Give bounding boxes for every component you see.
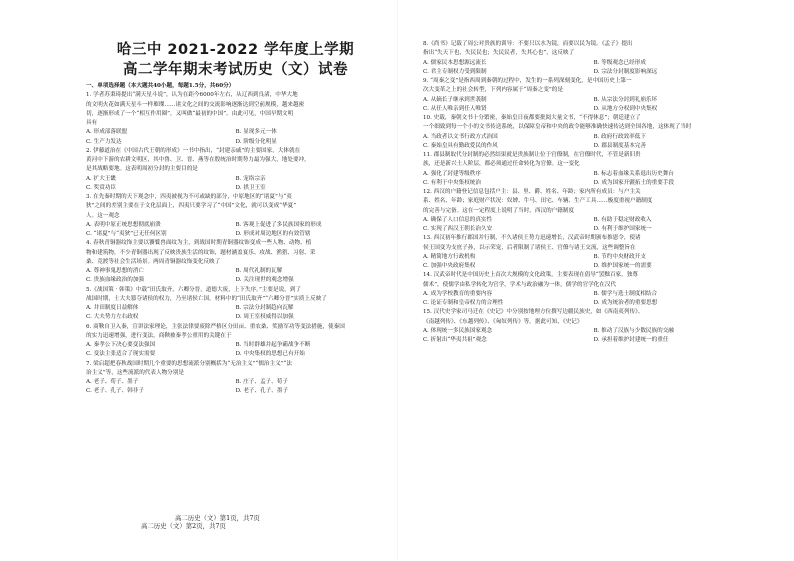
option: D. 从地方分权到中央集权 xyxy=(593,105,658,112)
options-row xyxy=(86,221,385,240)
question-text: 11. 郡县制取代分封制的必然结果就是贵族制让位于官僚制，在官僚时代，不管是新旧贵 xyxy=(423,152,641,158)
question-text: 系、姓名、年龄；家庭财产状况：奴婢、牛马、田宅、车辆、生产工具……极度重视户籍制度 xyxy=(423,198,653,205)
option: A. 形成部落联盟 xyxy=(86,129,128,136)
option: A. 成为学校教育的重要内容 xyxy=(423,290,493,297)
option: B. 宗法分封制趋向瓦解 xyxy=(235,305,294,311)
option: D. 有利于维护国家统一 xyxy=(593,226,652,232)
question-text: 狄”之间的差别主要在于文化层面上，四夷只要学习了“中国”文化，就可以变成“华夏” xyxy=(86,203,297,210)
question-text: 10. 史载，秦朝文书十分繁密，秦始皇日夜都要批阅大量文书，“不得休息”；朝廷建立了 xyxy=(423,115,641,121)
option: B. 等级观念已经形成 xyxy=(593,59,646,66)
question-text: 儒术”，使儒学由私学转化为官学，学术与政治融为一体，儒学的官学化在汉代 xyxy=(423,281,617,288)
option: C. 有利于中央集权统治 xyxy=(423,179,481,186)
option: D. 郡县制度基本完善 xyxy=(593,142,647,149)
options-row xyxy=(86,267,385,286)
options-row xyxy=(423,133,764,152)
exam-page-2 xyxy=(397,0,794,561)
question-text: 治主义”等，这些流派的代表人物分别是 xyxy=(86,369,184,376)
question-text: 13. 西汉初年推行郡国并行制，不久诸侯王势力迅速增长，汉武帝时期颁布推恩令，使诸 xyxy=(423,235,641,242)
options-row xyxy=(86,378,385,397)
option: C. 生产力发达 xyxy=(86,138,122,145)
options-row xyxy=(423,170,764,189)
option: C. “诸夏”与“夷狄”已无任何区别 xyxy=(86,231,167,237)
option: D. 成为国家开疆拓土的重要手段 xyxy=(593,179,675,186)
exam-title: 哈三中 2021-2022 学年度上学期 xyxy=(116,42,355,58)
options-row xyxy=(423,327,764,346)
option: D. 关注现世的观念增强 xyxy=(235,277,294,284)
option: C. 论证专制和皇帝权力的合理性 xyxy=(423,300,504,306)
exam-subtitle: 高二学年期末考试历史（文）试卷 xyxy=(123,62,348,78)
option: B. 从宗法分封到礼崩乐坏 xyxy=(593,96,658,103)
question-text: 的实力迅速增强，进行变法，商鞅被秦孝公重用的关键在于 xyxy=(86,332,232,339)
option: A. 精简地方行政机构 xyxy=(423,253,476,260)
question-text: 黄河中下游的农耕文明区，其中鲁、卫、晋、燕等在殷统治时期势力最为强大，地处要冲， xyxy=(86,157,310,163)
option: B. 当时群雄并起争霸战争不断 xyxy=(235,342,311,348)
question-text: 指出“失天下也，失民民也；失民民者，失其心也”，这反映了 xyxy=(423,50,575,57)
option: C. 秦始皇具有勤政爱民的作风 xyxy=(423,142,498,149)
option: D. 成为统治者的重要思想 xyxy=(593,300,658,306)
question-text: 6. 商鞅自卫入秦，宣讲法家理论，主张法律要废除严格区分田亩、重农桑、奖励军功等变法措施，使秦国 xyxy=(86,323,345,330)
options-row xyxy=(86,128,385,147)
option: C. 折射出“华夷共祖”观念 xyxy=(423,337,487,343)
option: A. 扩大王畿 xyxy=(86,175,116,182)
option: D. 阶级分化明显 xyxy=(235,138,277,145)
question-text: 物和建筑物，不少青铜器出现了反映贵族生活的纹饰，题材涵盖宴乐、攻战、渔猎、习射、采 xyxy=(86,249,316,256)
question-text: 4. 春秋青铜器纹饰主要以饕餮兽面纹为主，到战国时期青铜器纹饰变成一些人物、动物、植 xyxy=(86,240,312,247)
question-text: 14. 汉武帝时代是中国历史上首次大规模的文化政策，主要表现在倡导“罢黜百家，独尊 xyxy=(423,272,638,279)
option: A. 尊神事鬼思想的消亡 xyxy=(86,268,144,274)
option: A. 从嫡长子继承到世袭制 xyxy=(423,96,487,103)
option: C. 奖赏功臣 xyxy=(86,184,117,191)
question-text: 一个细致到每一个小的文书传送系统，以保障皇帝和中央的政令能够准确快速传达到全国各地，这体现了当时 xyxy=(423,124,692,131)
option: D. 宗法分封制度影响深远 xyxy=(593,68,658,75)
option: B. 显现多元一体 xyxy=(235,129,277,136)
question-text: 15. 汉代史学家司马迁在《史记》中分别按地理方位撰写边疆民族史，如《西南夷列传》、 xyxy=(423,309,644,316)
question-text: 12. 西汉的户籍登记信息包括户主：县、里、爵、姓名、年龄；家内所有成员：与户主关 xyxy=(423,189,641,195)
question-text: 《南越列传》、《东越列传》、《匈奴列传》等。据此可知，《史记》 xyxy=(423,318,583,325)
option: C. 从任人唯亲到任人唯贤 xyxy=(423,105,487,112)
option: B. 宠络宗亲 xyxy=(235,175,266,182)
option: C. 贵族血缘政治的加强 xyxy=(86,277,144,284)
option: B. 有助于稳定财政收入 xyxy=(593,216,652,223)
options-row xyxy=(423,253,764,272)
options-row xyxy=(423,59,764,78)
option: A. 体现统一多民族国家观念 xyxy=(423,327,493,334)
option: C. 实现了西汉王朝长治久安 xyxy=(423,226,493,232)
page-footer: 高二历史（文）第1页，共7页 xyxy=(175,514,260,522)
option: B. 推动了汉族与少数民族的交融 xyxy=(593,327,674,334)
option: A. 老子、荀子、墨子 xyxy=(86,379,139,385)
options-row xyxy=(423,216,764,235)
option: C. 老子、孔子、韩非子 xyxy=(86,388,144,395)
question-text: 的文明火花如满天星斗一样璀璨……诸文化之间的交流影响逐渐达到空前规模，越来越密 xyxy=(86,101,305,108)
question-text: 2. 伊藤道治在《中国古代王朝的形成》一书中指出，“封建亲戚”的主要国家，大体就在 xyxy=(86,147,301,154)
question-text: 是其战略要地。这表明周初分封的主要目的是 xyxy=(86,166,198,173)
option: A. 井田制度日益解体 xyxy=(86,305,139,311)
page-footer: 高二历史（文）第2页，共7页 xyxy=(141,522,226,530)
question-text: 5.《战国策 · 韩策》中载“田氏取齐，六卿分晋，道德大废，上下失序。”主要是说，到了 xyxy=(86,286,301,293)
question-text: 战国时期，士大夫篡夺诸侯的权力，乃至诸侯亡国。材料中的“田氏取齐”“六卿分晋”实质上反映了 xyxy=(86,295,327,302)
option: B. 标志着血缘关系退出历史舞台 xyxy=(593,170,674,177)
question-text: 族，还是新兴士人阶层，都必须通过任命转化为官僚。这一变化 xyxy=(423,161,580,168)
option: D. 形成对周边地区的有效管辖 xyxy=(235,231,311,237)
section-heading: 一、单项选择题（本大题共40小题，每题1.5分，共60分） xyxy=(86,83,235,89)
option: B. 节约中央财政开支 xyxy=(593,253,646,260)
option: B. 庄子、孟子、荀子 xyxy=(235,379,288,385)
option: C. 大夫势力左右政权 xyxy=(86,314,139,321)
question-text: 1. 学者苏秉琦提出“满天星斗说”，认为在距今6000年左右，从辽西到良渚，中华大地 xyxy=(86,92,298,99)
option: A. 表明中原正统思想彻底崩溃 xyxy=(86,221,161,228)
option: D. 拱卫王室 xyxy=(235,184,266,191)
options-row xyxy=(86,304,385,323)
question-text: 7. 梁启超把春秋战国时期几个重要的思想流派分别概括为“无治主义”“儒治主义”“法 xyxy=(86,360,293,367)
question-text: 9. “周秦之变”是指西周到秦朝的过程中，发生的一系列深刻变化，是中国历史上第一 xyxy=(423,78,632,84)
options-row xyxy=(86,341,385,360)
question-text: 具有 xyxy=(86,120,98,126)
options-row xyxy=(86,175,385,194)
option: C. 君主专制权力受到限制 xyxy=(423,68,487,75)
option: B. 政府行政效率低下 xyxy=(593,133,646,140)
question-text: 次大变革之上的社会转型，下列内容属于“周秦之变”的是 xyxy=(423,87,563,94)
option: D. 承担着维护封建统一的重任 xyxy=(593,337,669,343)
option: A. 当政者以文书行政方式治国 xyxy=(423,133,498,140)
option: A. 确保了人口信息的真实性 xyxy=(423,216,493,223)
option: A. 儒家民本思想源远流长 xyxy=(423,59,487,66)
option: B. 儒学与选士制度相结合 xyxy=(593,290,658,297)
question-text: 桑、竞渡等社会生活场景。两周青铜器纹饰变化反映了 xyxy=(86,258,221,265)
option: D. 维护国家统一的需要 xyxy=(593,263,652,269)
question-text: 的完善与完备。这在一定程度上说明了当时，西汉的户籍制度 xyxy=(423,207,575,214)
question-text: 8.《尚书》记载了周公对贵族的训导：不要只以水为镜，而要以民为镜。《孟子》提出 xyxy=(423,41,633,47)
option: A. 秦孝公下决心要变法强国 xyxy=(86,342,156,348)
option: D. 中央集权的思想已有开始 xyxy=(235,351,305,358)
question-text: 侯王国变为支庶子孙，以示荣宠，后者限制了诸侯王、官僚与诸王交流，这些调整旨在 xyxy=(423,244,636,251)
option: A. 强化了封建等级秩序 xyxy=(423,170,481,177)
option: C. 变法主张适合了现实需要 xyxy=(86,351,156,358)
option: D. 老子、孔子、墨子 xyxy=(235,388,289,395)
question-text: 人。这一观念 xyxy=(86,212,120,219)
options-row xyxy=(423,290,764,309)
question-text: 3. 在先秦时期的天下观念中，四夷被视为不可或缺的部分，中原地区的“诸夏”与“夷 xyxy=(86,194,292,200)
option: B. 周代礼制的瓦解 xyxy=(235,268,283,274)
option: B. 客观上促进了多民族国家的形成 xyxy=(235,221,322,228)
options-row xyxy=(423,96,764,115)
option: D. 周王室权威得以加强 xyxy=(235,314,294,321)
option: C. 加强中央政府集权 xyxy=(423,263,476,269)
question-text: 切，逐渐形成了一个“相互作用圈”，又叫做“最初的中国”。由此可见，中国早期文明 xyxy=(86,110,294,117)
